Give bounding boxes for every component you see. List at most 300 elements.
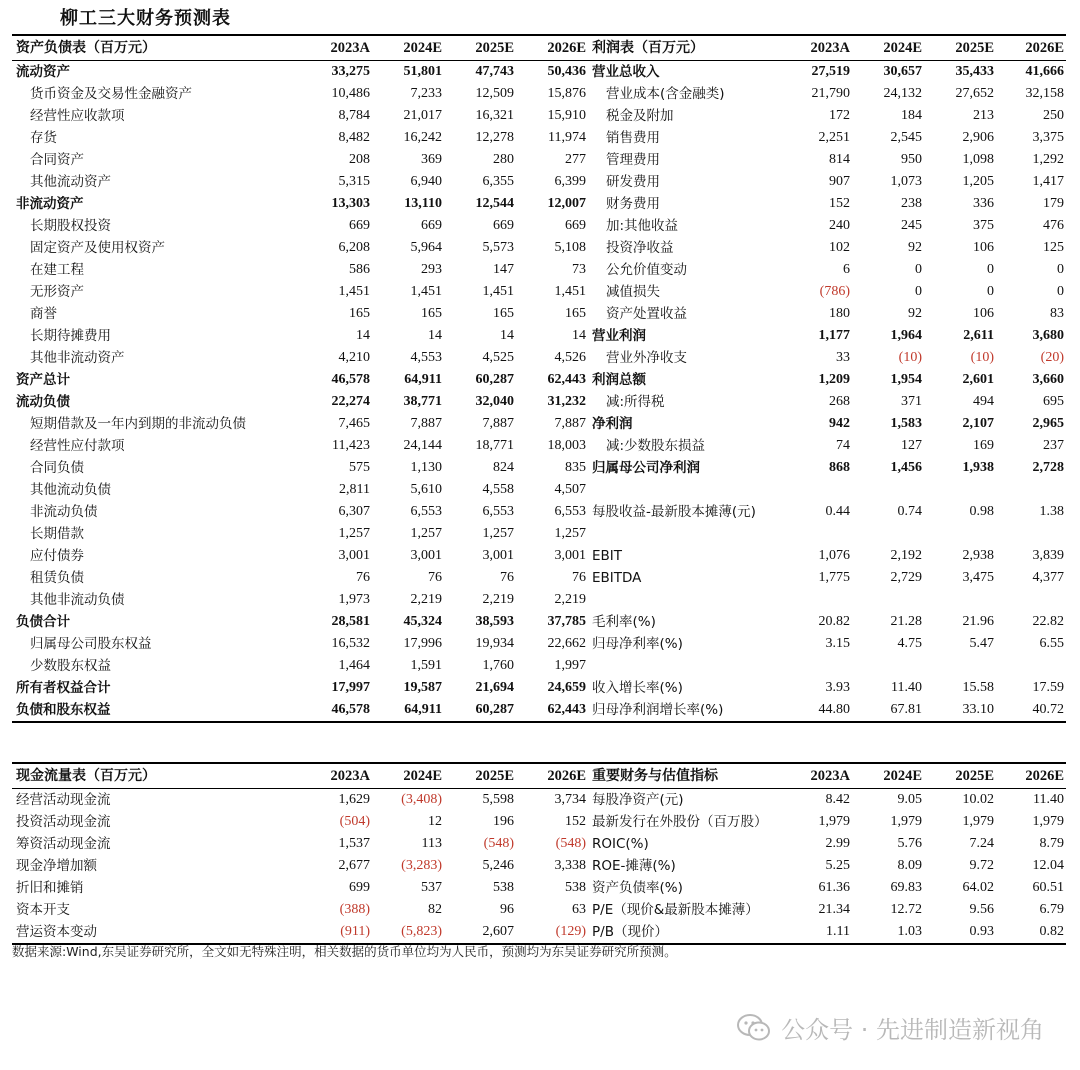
value-cell: 4.75 [897, 636, 922, 651]
table-row [588, 855, 1066, 877]
value-cell: 369 [421, 152, 442, 167]
row-label: 其他非流动资产 [30, 350, 125, 366]
value-cell: 83 [1050, 306, 1064, 321]
row-label: 应付债券 [30, 548, 84, 564]
value-cell: (548) [555, 836, 586, 851]
table-row [588, 811, 1066, 833]
value-cell: 280 [493, 152, 514, 167]
value-cell: 238 [901, 196, 922, 211]
value-cell: 1,775 [818, 570, 850, 585]
table-row [12, 413, 588, 435]
row-label: ROIC(%) [592, 836, 649, 852]
value-cell: (504) [339, 814, 370, 829]
value-cell: 2,965 [1032, 416, 1064, 431]
value-cell: 5,108 [554, 240, 586, 255]
value-cell: 5,964 [410, 240, 442, 255]
table-row [588, 193, 1066, 215]
value-cell: 22,274 [331, 394, 370, 409]
value-cell: 11,974 [548, 130, 586, 145]
value-cell: 3,001 [338, 548, 370, 563]
value-cell: 1,257 [554, 526, 586, 541]
table-row [12, 149, 588, 171]
value-cell: 2,607 [444, 921, 516, 944]
value-cell: 106 [973, 306, 994, 321]
table-row [588, 369, 1066, 391]
row-label: 投资活动现金流 [16, 814, 111, 830]
value-cell: 336 [973, 196, 994, 211]
table-row [12, 833, 588, 855]
value-cell: 1,591 [410, 658, 442, 673]
value-cell: 3,680 [1032, 328, 1064, 343]
value-cell: 1,964 [890, 328, 922, 343]
value-cell: 196 [493, 814, 514, 829]
value-cell: 152 [565, 814, 586, 829]
table-row [12, 677, 588, 699]
value-cell: 3,660 [1032, 372, 1064, 387]
value-cell: 1,177 [818, 328, 850, 343]
value-cell: 586 [349, 262, 370, 277]
value-cell: 371 [901, 394, 922, 409]
row-label: 投资净收益 [606, 240, 674, 256]
value-cell: 7,887 [482, 416, 514, 431]
value-cell: 0.82 [996, 921, 1066, 944]
column-header-year: 2025E [444, 35, 516, 61]
value-cell: 92 [908, 240, 922, 255]
value-cell: 1,979 [962, 814, 994, 829]
value-cell: 165 [493, 306, 514, 321]
value-cell: 6,208 [338, 240, 370, 255]
table-row [588, 899, 1066, 921]
row-label: 营运资本变动 [12, 921, 302, 944]
row-label: 负债和股东权益 [12, 699, 302, 722]
value-cell: 7,887 [554, 416, 586, 431]
page-title: 柳工三大财务预测表 [60, 8, 231, 29]
value-cell: 1,209 [818, 372, 850, 387]
value-cell: 538 [565, 880, 586, 895]
value-cell: 0.44 [825, 504, 850, 519]
value-cell: 11,423 [332, 438, 370, 453]
row-label: 长期股权投资 [30, 218, 111, 234]
value-cell: 31,232 [547, 394, 586, 409]
value-cell: 695 [1043, 394, 1064, 409]
value-cell: 17,996 [403, 636, 442, 651]
table-row [588, 589, 1066, 611]
value-cell: 165 [421, 306, 442, 321]
value-cell: 3.15 [825, 636, 850, 651]
row-label: 负债合计 [16, 614, 70, 630]
row-label: 合同负债 [30, 460, 84, 476]
column-header-year: 2023A [302, 35, 372, 61]
value-cell: 63 [572, 902, 586, 917]
table-row [12, 855, 588, 877]
value-cell: 0 [1057, 284, 1064, 299]
value-cell: 8.42 [825, 792, 850, 807]
watermark [737, 1010, 1044, 1045]
value-cell [996, 655, 1066, 677]
value-cell: 1,451 [410, 284, 442, 299]
value-cell [924, 479, 996, 501]
value-cell: 1,456 [890, 460, 922, 475]
row-label: 毛利率(%) [592, 614, 656, 630]
value-cell: 0 [1057, 262, 1064, 277]
row-label: 所有者权益合计 [16, 680, 111, 696]
table-row [12, 171, 588, 193]
row-label: 经营性应收款项 [30, 108, 125, 124]
value-cell: 1,205 [962, 174, 994, 189]
value-cell: 1,292 [1032, 152, 1064, 167]
row-label: P/E（现价&最新股本摊薄） [592, 902, 759, 918]
row-label: 营业外净收支 [606, 350, 687, 366]
row-label: 存货 [30, 130, 57, 146]
value-cell: 27,519 [811, 64, 850, 79]
value-cell: 8.79 [1039, 836, 1064, 851]
row-label: 经营性应付款项 [30, 438, 125, 454]
value-cell: 96 [500, 902, 514, 917]
table-row [588, 105, 1066, 127]
row-label: ROE-摊薄(%) [592, 858, 676, 874]
value-cell: 21.28 [890, 614, 922, 629]
value-cell: 0.98 [969, 504, 994, 519]
value-cell: 3,375 [1032, 130, 1064, 145]
row-label: 少数股东权益 [30, 658, 111, 674]
value-cell: 8,482 [338, 130, 370, 145]
value-cell: 268 [829, 394, 850, 409]
row-label: 财务费用 [606, 196, 660, 212]
value-cell [788, 655, 852, 677]
value-cell: 20.82 [818, 614, 850, 629]
value-cell: 8.09 [897, 858, 922, 873]
value-cell: (548) [483, 836, 514, 851]
value-cell: 47,743 [475, 64, 514, 79]
column-header-year: 2025E [924, 763, 996, 789]
value-cell: 5,246 [482, 858, 514, 873]
value-cell: (911) [302, 921, 372, 944]
value-cell: 7,887 [410, 416, 442, 431]
value-cell [852, 655, 924, 677]
row-label: 资产总计 [16, 372, 70, 388]
value-cell: 3,001 [554, 548, 586, 563]
value-cell: 1,464 [338, 658, 370, 673]
value-cell [788, 479, 852, 501]
value-cell: 213 [973, 108, 994, 123]
value-cell: 18,771 [475, 438, 514, 453]
value-cell: 67.81 [852, 699, 924, 722]
value-cell: 64,911 [372, 699, 444, 722]
value-cell: 835 [565, 460, 586, 475]
row-label: 加:其他收益 [606, 218, 679, 234]
table-row [588, 877, 1066, 899]
row-label: 固定资产及使用权资产 [30, 240, 165, 256]
table-row [588, 413, 1066, 435]
value-cell: 1,417 [1032, 174, 1064, 189]
row-label [588, 589, 788, 611]
table-header-row [12, 763, 588, 789]
value-cell: 165 [565, 306, 586, 321]
value-cell: 1,073 [890, 174, 922, 189]
row-label: 其他流动负债 [30, 482, 111, 498]
value-cell: 106 [973, 240, 994, 255]
value-cell: 4,507 [554, 482, 586, 497]
table-row [588, 501, 1066, 523]
value-cell: 4,210 [338, 350, 370, 365]
table-row [12, 789, 588, 812]
column-header-year: 2026E [516, 35, 588, 61]
value-cell [924, 589, 996, 611]
value-cell: 32,040 [475, 394, 514, 409]
row-label: 归属母公司净利润 [592, 460, 700, 476]
column-header-year: 2026E [516, 763, 588, 789]
value-cell: 2.99 [825, 836, 850, 851]
wechat-icon [737, 1014, 771, 1042]
table-section-title: 利润表（百万元） [588, 35, 788, 61]
value-cell: 1,257 [410, 526, 442, 541]
value-cell: 3,001 [410, 548, 442, 563]
source-note: 数据来源:Wind,东吴证券研究所，全文如无特殊注明，相关数据的货币单位均为人民币，预测均为东吴证券研究所预测。 [12, 944, 677, 959]
row-label [588, 523, 788, 545]
value-cell: 9.72 [969, 858, 994, 873]
value-cell: 18,003 [547, 438, 586, 453]
value-cell: 6,553 [482, 504, 514, 519]
value-cell: 293 [421, 262, 442, 277]
row-label: 减:所得税 [606, 394, 665, 410]
table-row [588, 259, 1066, 281]
table-row [12, 325, 588, 347]
value-cell: 46,578 [331, 372, 370, 387]
row-label: 其他流动资产 [30, 174, 111, 190]
value-cell: 92 [908, 306, 922, 321]
value-cell: 2,219 [410, 592, 442, 607]
value-cell: 50,436 [547, 64, 586, 79]
row-label: 减:少数股东损益 [606, 438, 706, 454]
value-cell: 2,219 [554, 592, 586, 607]
table-row [12, 479, 588, 501]
value-cell: 9.05 [897, 792, 922, 807]
table-row [588, 61, 1066, 84]
row-label: 研发费用 [606, 174, 660, 190]
value-cell: 6,307 [338, 504, 370, 519]
value-cell: 240 [829, 218, 850, 233]
value-cell: 12.04 [1032, 858, 1064, 873]
row-label: 经营活动现金流 [16, 792, 111, 808]
value-cell: 41,666 [1025, 64, 1064, 79]
row-label: 利润总额 [592, 372, 646, 388]
value-cell: 169 [973, 438, 994, 453]
value-cell: 824 [493, 460, 514, 475]
row-label: 商誉 [30, 306, 57, 322]
table-row [588, 281, 1066, 303]
value-cell: 0.93 [924, 921, 996, 944]
value-cell: 1,257 [482, 526, 514, 541]
table-row [588, 921, 1066, 944]
row-label: 筹资活动现金流 [16, 836, 111, 852]
value-cell: 250 [1043, 108, 1064, 123]
value-cell: 17,997 [331, 680, 370, 695]
value-cell: 21,694 [475, 680, 514, 695]
value-cell: 76 [356, 570, 370, 585]
value-cell [924, 655, 996, 677]
column-header-year: 2024E [852, 763, 924, 789]
table-row [12, 281, 588, 303]
table-row [12, 215, 588, 237]
value-cell: 4,526 [554, 350, 586, 365]
value-cell: 0.74 [897, 504, 922, 519]
table-row [12, 501, 588, 523]
value-cell: 5,610 [410, 482, 442, 497]
value-cell: 1,130 [410, 460, 442, 475]
table-row [588, 567, 1066, 589]
table-row [12, 567, 588, 589]
value-cell: (20) [1040, 350, 1064, 365]
value-cell: 2,728 [1032, 460, 1064, 475]
table-section-title: 现金流量表（百万元） [12, 763, 302, 789]
value-cell: 245 [901, 218, 922, 233]
value-cell: 14 [356, 328, 370, 343]
row-label: 其他非流动负债 [30, 592, 125, 608]
value-cell: 1,451 [554, 284, 586, 299]
value-cell: 24,132 [883, 86, 922, 101]
value-cell: 2,107 [962, 416, 994, 431]
value-cell: 575 [349, 460, 370, 475]
table-row [12, 259, 588, 281]
value-cell: 4,525 [482, 350, 514, 365]
value-cell: 6,940 [410, 174, 442, 189]
value-cell: 6 [843, 262, 850, 277]
value-cell: 16,532 [331, 636, 370, 651]
row-label: 资产负债率(%) [592, 880, 683, 896]
value-cell: 113 [421, 836, 442, 851]
value-cell: 2,811 [339, 482, 370, 497]
row-label: 现金净增加额 [16, 858, 97, 874]
table-row [12, 877, 588, 899]
column-header-year: 2023A [788, 35, 852, 61]
value-cell: 5,315 [338, 174, 370, 189]
row-label [588, 655, 788, 677]
value-cell: (786) [819, 284, 850, 299]
value-cell: 208 [349, 152, 370, 167]
table-row [588, 171, 1066, 193]
row-label: 减值损失 [606, 284, 660, 300]
row-label: 公允价值变动 [606, 262, 687, 278]
value-cell: 28,581 [331, 614, 370, 629]
value-cell: 6,553 [410, 504, 442, 519]
table-row [588, 457, 1066, 479]
value-cell: 6,399 [554, 174, 586, 189]
value-cell [788, 523, 852, 545]
table-row [12, 523, 588, 545]
value-cell: 0 [915, 262, 922, 277]
value-cell: 69.83 [890, 880, 922, 895]
income-statement-block [588, 34, 1066, 723]
value-cell: 3,001 [482, 548, 514, 563]
table-row [12, 611, 588, 633]
value-cell: 537 [421, 880, 442, 895]
value-cell: 7,233 [410, 86, 442, 101]
table-row [12, 655, 588, 677]
value-cell: (10) [970, 350, 994, 365]
value-cell: (129) [516, 921, 588, 944]
value-cell: 179 [1043, 196, 1064, 211]
table-row [12, 127, 588, 149]
value-cell: 1,979 [1032, 814, 1064, 829]
value-cell: 15,876 [547, 86, 586, 101]
value-cell: 5.25 [825, 858, 850, 873]
value-cell: 5.47 [969, 636, 994, 651]
value-cell [852, 523, 924, 545]
table-row [588, 677, 1066, 699]
value-cell: 6.55 [1039, 636, 1064, 651]
column-header-year: 2026E [996, 763, 1066, 789]
row-label: 租赁负债 [30, 570, 84, 586]
value-cell: 7.24 [969, 836, 994, 851]
value-cell: 62,443 [516, 699, 588, 722]
value-cell: 13,303 [331, 196, 370, 211]
value-cell: 1,629 [338, 792, 370, 807]
value-cell: 76 [500, 570, 514, 585]
row-label [588, 479, 788, 501]
table-row [588, 435, 1066, 457]
value-cell: 942 [829, 416, 850, 431]
value-cell: 21.96 [962, 614, 994, 629]
value-cell: 1,954 [890, 372, 922, 387]
value-cell: 1,537 [338, 836, 370, 851]
table-row [588, 149, 1066, 171]
value-cell: 4,558 [482, 482, 514, 497]
value-cell: 165 [349, 306, 370, 321]
value-cell: 1,760 [482, 658, 514, 673]
value-cell: 6,355 [482, 174, 514, 189]
value-cell: 494 [973, 394, 994, 409]
value-cell: 950 [901, 152, 922, 167]
value-cell: 2,906 [962, 130, 994, 145]
value-cell: 127 [901, 438, 922, 453]
value-cell: 277 [565, 152, 586, 167]
cash-flow-table [12, 762, 588, 945]
income-statement-table [588, 34, 1066, 723]
value-cell: 2,611 [963, 328, 994, 343]
column-header-year: 2024E [852, 35, 924, 61]
value-cell: 12,278 [475, 130, 514, 145]
value-cell: 6,553 [554, 504, 586, 519]
row-label: 长期借款 [30, 526, 84, 542]
value-cell: (3,408) [401, 792, 442, 807]
value-cell: 38,593 [475, 614, 514, 629]
value-cell: 12.72 [890, 902, 922, 917]
value-cell: 1.38 [1039, 504, 1064, 519]
value-cell: 14 [428, 328, 442, 343]
table-row [588, 523, 1066, 545]
value-cell: 669 [565, 218, 586, 233]
value-cell: 907 [829, 174, 850, 189]
table-row [588, 833, 1066, 855]
table-row [12, 457, 588, 479]
value-cell: 3,338 [554, 858, 586, 873]
value-cell: (10) [898, 350, 922, 365]
value-cell: 180 [829, 306, 850, 321]
value-cell: 1,583 [890, 416, 922, 431]
value-cell: 10,486 [331, 86, 370, 101]
balance-sheet-block [12, 34, 588, 723]
value-cell: 51,801 [403, 64, 442, 79]
value-cell: 1,973 [338, 592, 370, 607]
value-cell: 76 [428, 570, 442, 585]
table-row [588, 127, 1066, 149]
table-row [588, 611, 1066, 633]
value-cell: 0 [987, 284, 994, 299]
value-cell [852, 589, 924, 611]
value-cell: 1,979 [890, 814, 922, 829]
value-cell: 21,017 [403, 108, 442, 123]
table-row [12, 391, 588, 413]
